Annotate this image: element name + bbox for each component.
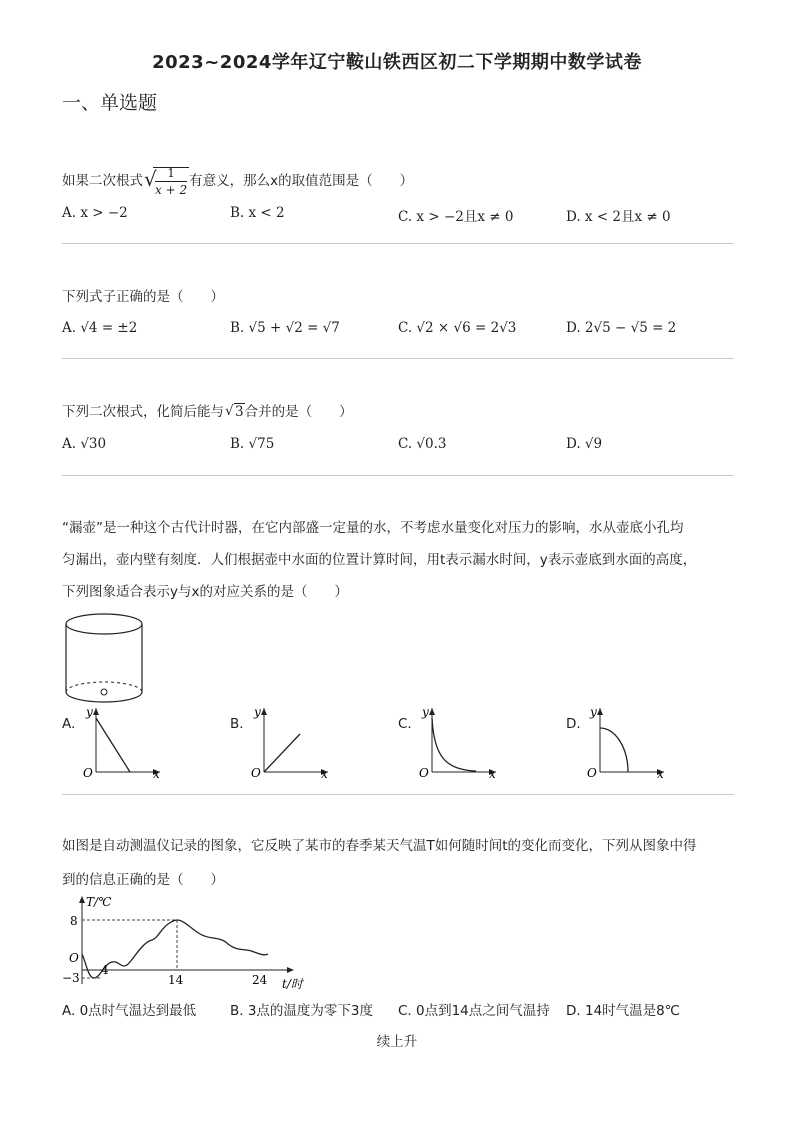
x-axis-label: x [489, 767, 496, 781]
q3-option-d[interactable]: D. √9 [566, 436, 603, 452]
origin-label: O [251, 766, 261, 780]
q4-option-c-label[interactable]: C. [398, 716, 412, 732]
q5-option-d[interactable]: D. 14时气温是8℃ [566, 1003, 680, 1019]
q5-option-a[interactable]: A. 0点时气温达到最低 [62, 1003, 197, 1019]
time-axis-label: t/时 [282, 977, 303, 991]
x-tick-14: 14 [168, 973, 184, 987]
q4-line3: 下列图象适合表示y与x的对应关系的是（ ） [62, 584, 348, 600]
y-axis-label: y [422, 705, 429, 719]
temp-origin-label: O [69, 951, 79, 965]
q2-option-c[interactable]: C. √2 × √6 = 2√3 [398, 320, 517, 336]
q1-stem-pre: 如果二次根式 [62, 173, 143, 189]
q1-option-d[interactable]: D. x < 2且x ≠ 0 [566, 209, 671, 225]
q4-line1: “漏壶”是一种这个古代计时器，在它内部盛一定量的水，不考虑水量变化对压力的影响，水从壶底小孔均 [62, 520, 684, 536]
y-axis-label: y [590, 705, 597, 719]
q3-radical: √ 3 [225, 403, 244, 420]
q4-option-d-graph[interactable] [584, 702, 670, 782]
q4-option-a-label[interactable]: A. [62, 716, 76, 732]
q1-stem [62, 164, 413, 198]
origin-label: O [587, 766, 597, 780]
temperature-graph [60, 892, 320, 992]
q1-frac-num: 1 [155, 165, 187, 182]
continued-footer: 续上升 [376, 1034, 418, 1050]
page-title: 2023~2024学年辽宁鞍山铁西区初二下学期期中数学试卷 [152, 52, 642, 73]
y-axis-label: y [86, 705, 93, 719]
q4-option-b-label[interactable]: B. [230, 716, 244, 732]
temp-max-label: 8 [70, 914, 78, 928]
temp-min-label: −3 [62, 971, 80, 985]
divider [62, 358, 734, 359]
q3-stem [62, 396, 353, 428]
divider [62, 475, 734, 476]
q1-frac-den: x + 2 [155, 183, 188, 197]
q5-option-c[interactable]: C. 0点到14点之间气温持 [398, 1003, 550, 1019]
temp-axis-label: T/℃ [86, 895, 112, 909]
q3-option-a[interactable]: A. √30 [62, 436, 107, 452]
q5-option-b[interactable]: B. 3点的温度为零下3度 [230, 1003, 374, 1019]
divider [62, 794, 734, 795]
divider [62, 243, 734, 244]
x-axis-label: x [153, 767, 160, 781]
q3-option-b[interactable]: B. √75 [230, 436, 275, 452]
q4-option-a-graph[interactable] [80, 702, 166, 782]
q5-line1: 如图是自动测温仪记录的图象，它反映了某市的春季某天气温T如何随时间t的变化而变化，下列从图象中得 [62, 838, 697, 854]
y-axis-label: y [254, 705, 261, 719]
q5-line2: 到的信息正确的是（ ） [62, 872, 224, 888]
q1-stem-post: 有意义，那么x的取值范围是（ ） [189, 173, 414, 189]
x-axis-label: x [321, 767, 328, 781]
q3-stem-post: 合并的是（ ） [244, 404, 353, 420]
x-tick-4: 4 [101, 963, 109, 977]
q2-stem: 下列式子正确的是（ ） [62, 289, 224, 305]
q2-option-d[interactable]: D. 2√5 − √5 = 2 [566, 320, 677, 336]
q1-radical: √ $\frac{1}{x + 2}$ [144, 166, 188, 197]
section-heading: 一、单选题 [62, 92, 158, 114]
q4-option-b-graph[interactable] [248, 702, 334, 782]
q4-option-d-label[interactable]: D. [566, 716, 581, 732]
origin-label: O [419, 766, 429, 780]
q2-option-a[interactable]: A. √4 = ±2 [62, 320, 138, 336]
q3-option-c[interactable]: C. √0.3 [398, 436, 447, 452]
q1-option-c[interactable]: C. x > −2且x ≠ 0 [398, 209, 514, 225]
q1-option-b[interactable]: B. x < 2 [230, 205, 285, 221]
x-axis-label: x [657, 767, 664, 781]
q3-radicand: 3 [235, 404, 244, 420]
water-clock-illustration [62, 610, 152, 706]
q4-line2: 匀漏出，壶内壁有刻度．人们根据壶中水面的位置计算时间，用t表示漏水时间，y表示壶底到水面的高度， [62, 552, 697, 568]
q3-stem-pre: 下列二次根式，化简后能与 [62, 404, 224, 420]
q4-option-c-graph[interactable] [416, 702, 502, 782]
x-tick-24: 24 [252, 973, 268, 987]
q2-option-b[interactable]: B. √5 + √2 = √7 [230, 320, 340, 336]
origin-label: O [83, 766, 93, 780]
q1-option-a[interactable]: A. x > −2 [62, 205, 128, 221]
